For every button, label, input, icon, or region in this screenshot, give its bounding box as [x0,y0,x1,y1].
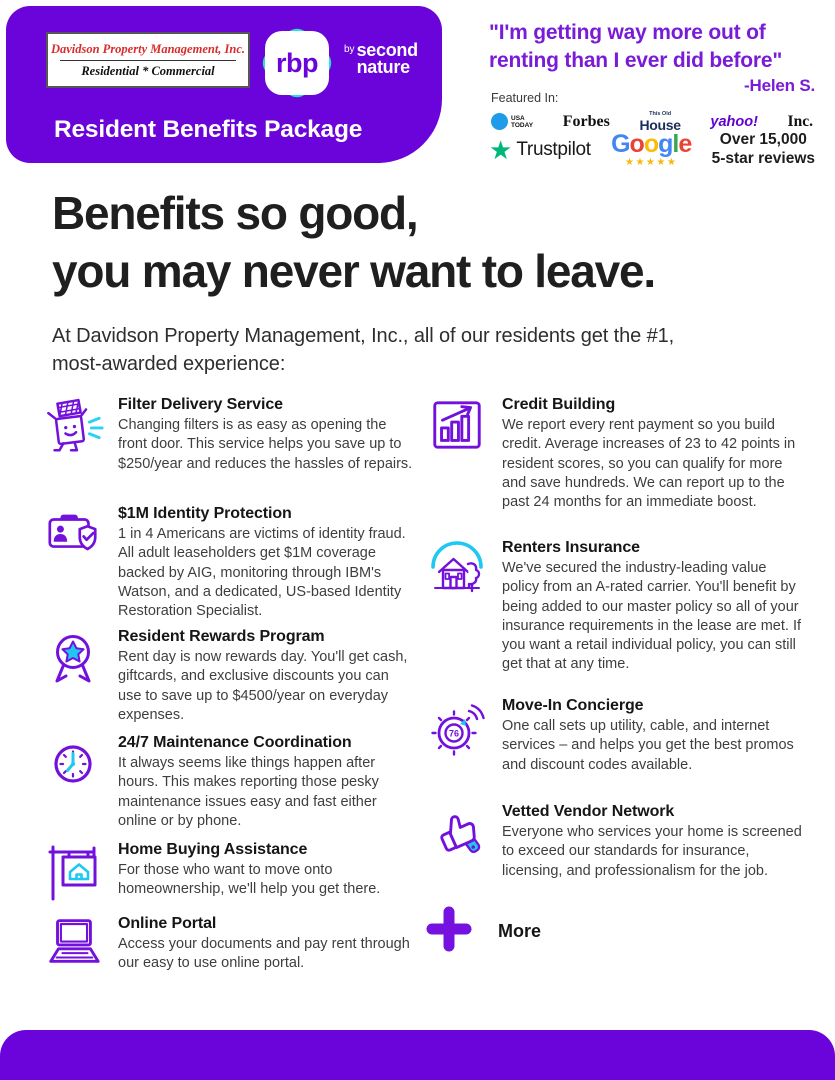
footer-bar [0,1030,835,1080]
this-old-house-logo: This Old House [639,111,681,133]
more-benefits [426,906,541,957]
benefit-description: Everyone who services your home is screened to exceed our standards for insurance, licensing, and professionalism for the job. [502,824,802,879]
rbp-badge [265,31,329,95]
forbes-logo: Forbes [562,112,610,130]
benefit-title: Resident Rewards Program [118,628,325,645]
page-title [52,184,655,301]
trustpilot-logo [489,134,591,165]
review-count-summary: Over 15,000 5-star reviews [711,131,815,167]
more-label: More [498,921,542,941]
headline-line-2: you may never want to leave. [52,245,655,298]
rbp-wordmark: rbp [276,47,318,78]
insured-house-icon [426,539,488,675]
benefit-title: 24/7 Maintenance Coordination [118,734,352,751]
package-title: Resident Benefits Package [54,116,363,143]
featured-in-section [491,91,813,132]
clock-icon [42,734,104,831]
laptop-icon [42,915,104,974]
benefit-online-portal [42,915,414,974]
benefit-vetted-vendors [426,803,804,881]
benefit-description: We've secured the industry-leading value policy from an A-rated carrier. You'll benefit by being added to our master policy so all of your insurance requirements in the lease are met. If you want a retail individual policy, you can still get that at any time. [502,560,802,673]
nature-word: nature [356,56,410,77]
client-tagline: Residential * Commercial [81,63,215,78]
client-logo-divider [60,60,236,61]
google-reviews-logo [611,129,692,168]
usa-today-circle-icon [491,113,508,130]
quote-line-1: "I'm getting way more out of [489,21,766,44]
quote-attribution: -Helen S. [744,76,815,96]
intro-text: At Davidson Property Management, Inc., all of our residents get the #1, most-awarded experience: [52,325,675,376]
google-wordmark: Google [611,129,692,158]
trustpilot-star-icon: ★ [489,134,513,165]
benefit-title: Renters Insurance [502,539,640,556]
trustpilot-wordmark: Trustpilot [516,138,591,160]
reviews-row [489,131,815,168]
thermostat-icon [426,697,488,775]
yahoo-logo: yahoo! [710,113,758,130]
benefit-description: Access your documents and pay rent through our easy to use online portal. [118,936,410,972]
benefit-description: For those who want to move onto homeownership, we'll help you get there. [118,862,381,898]
benefit-title: $1M Identity Protection [118,505,292,522]
benefit-description: One call sets up utility, cable, and internet services – and helps you get the best promos and discount codes available. [502,718,794,773]
thumbs-up-icon [426,803,488,881]
benefit-filter-delivery [42,396,414,474]
benefit-description: Rent day is now rewards day. You'll get cash, giftcards, and exclusive discounts you can use to save up to $4500/year on everyday expenses. [118,649,408,723]
featured-in-label: Featured In: [491,91,559,105]
second-nature-logo [344,42,418,75]
benefit-renters-insurance [426,539,804,675]
benefit-move-in-concierge [426,697,804,775]
benefit-title: Filter Delivery Service [118,396,283,413]
by-label: by [344,44,355,55]
usa-today-logo [491,113,533,130]
benefit-credit-building [426,396,804,512]
header-card [6,6,442,163]
usa-today-line1: USA [511,114,525,122]
client-name: Davidson Property Management, Inc. [50,41,246,56]
plus-icon [426,906,472,957]
quote-line-2: renting than I ever did before" [489,48,783,72]
benefit-resident-rewards [42,628,414,725]
client-logo [46,32,250,88]
filter-delivery-icon [42,396,104,474]
benefit-title: Vetted Vendor Network [502,803,675,820]
google-stars-icon: ★★★★★ [625,156,678,168]
rbp-logo [256,22,338,104]
benefit-description: 1 in 4 Americans are victims of identity fraud. All adult leaseholders get $1M coverage backed by AIG, monitoring through IBM's Watson, and a dedicated, US-based Identity Restoration Specialist. [118,526,406,620]
identity-protection-icon [42,505,104,621]
inc-logo: Inc. [787,112,813,130]
home-sign-icon [42,841,104,903]
credit-chart-icon [426,396,488,512]
benefit-title: Home Buying Assistance [118,841,308,858]
headline-line-1: Benefits so good, [52,187,418,239]
benefit-description: Changing filters is as easy as opening the front door. This service helps you save up to $250/year and reduces the hassles of repairs. [118,417,413,472]
benefit-home-buying [42,841,414,903]
benefit-description: We report every rent payment so you build credit. Average increases of 23 to 42 points in resident scores, so you can qualify for more and save hundreds. We can report up to the past 24 months for an immediate boost. [502,417,796,511]
rewards-ribbon-icon [42,628,104,725]
benefit-identity-protection [42,505,414,621]
second-word: second [356,40,418,60]
thermostat-dial-value: 76 [448,728,460,739]
benefit-description: It always seems like things happen after hours. This makes reporting those pesky maintenance issues easy and fast either online or by phone. [118,755,379,829]
testimonial-quote [489,19,815,98]
usa-today-line2: TODAY [511,121,534,129]
benefit-title: Credit Building [502,396,616,413]
benefit-title: Online Portal [118,915,217,932]
benefit-maintenance [42,734,414,831]
press-logo-row [491,112,813,132]
benefit-title: Move-In Concierge [502,697,644,714]
